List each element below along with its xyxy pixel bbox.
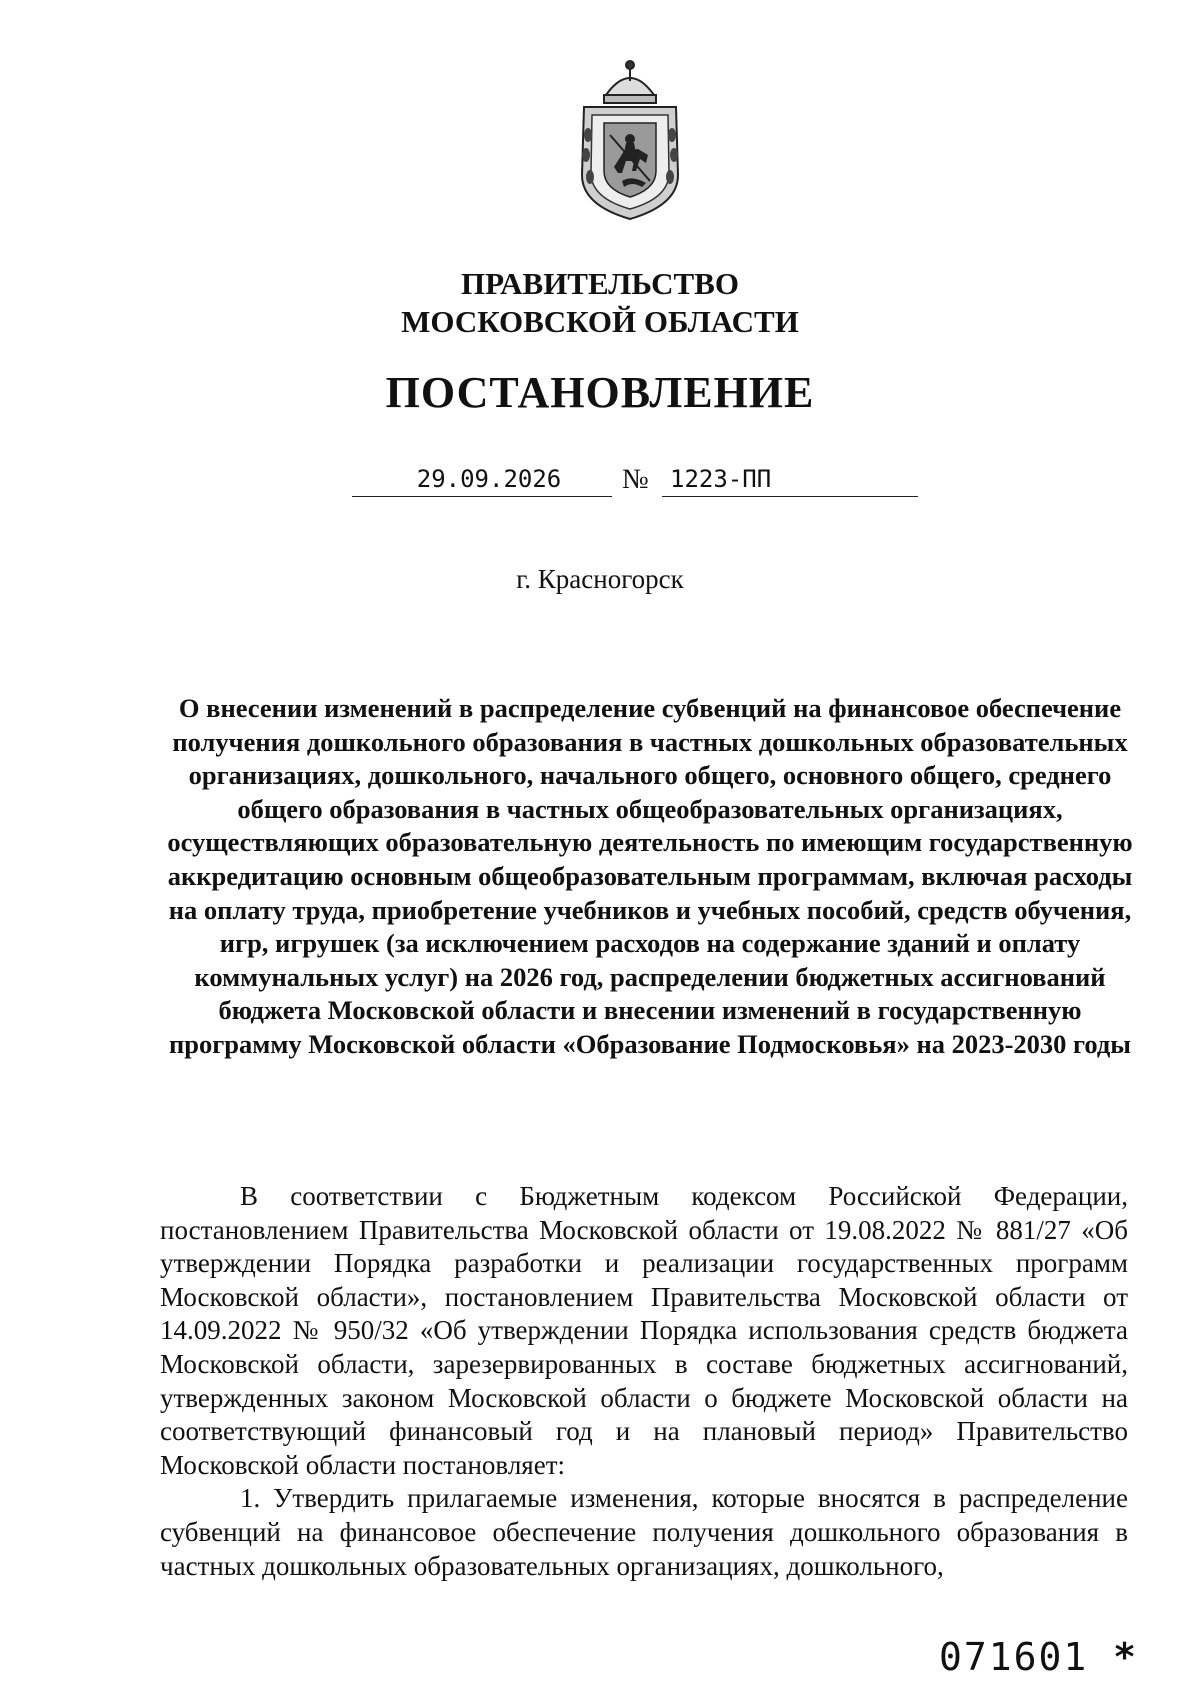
serial-number: 071601: [938, 1635, 1089, 1679]
organization-line-1: ПРАВИТЕЛЬСТВО: [461, 266, 739, 301]
document-number: 1223-ПП: [662, 462, 918, 497]
document-type: ПОСТАНОВЛЕНИЕ: [385, 368, 815, 417]
coat-of-arms-emblem: [566, 55, 694, 223]
organization-name: [0, 265, 1200, 341]
city-label: г. Красногорск: [516, 564, 684, 594]
document-body: [160, 1180, 1128, 1583]
body-paragraph-1: В соответствии с Бюджетным кодексом Российской Федерации, постановлением Правительства Московской области от 19.08.2022 № 881/27 «Об утверждении Порядка разработки и реализации государственных программ Московской области», постановлением Правительства Московской области от 14.09.2022 № 950/32 «Об утверждении Порядка использования средств бюджета Московской области, зарезервированных в составе бюджетных ассигнований, утвержденных законом Московской области о бюджете Московской области на соответствующий финансовый год и на плановый период» Правительство Московской области постановляет:: [160, 1181, 1128, 1480]
registration-line: [0, 462, 1200, 502]
organization-line-2: МОСКОВСКОЙ ОБЛАСТИ: [401, 304, 799, 339]
body-paragraph-2: 1. Утвердить прилагаемые изменения, которые вносятся в распределение субвенций на финансовое обеспечение получения дошкольного образования в частных дошкольных образовательных организациях, дошкольного,: [160, 1483, 1128, 1581]
serial-number-stamp: [939, 1635, 1138, 1679]
number-sign: №: [622, 464, 649, 495]
document-title: О внесении изменений в распределение субвенций на финансовое обеспечение получения дошкольного образования в частных дошкольных образовательных организациях, дошкольного, начального общего, основного общего, среднего общего образования в частных общеобразовательных организациях, осуществляющих образовательную деятельность по имеющим государственную аккредитацию основным общеобразовательным программам, включая расходы на оплату труда, приобретение учебников и учебных пособий, средств обучения, игр, игрушек (за исключением расходов на содержание зданий и оплату коммунальных услуг) на 2026 год, распределении бюджетных ассигнований бюджета Московской области и внесении изменений в государственную программу Московской области «Образование Подмосковья» на 2023-2030 годы: [167, 693, 1133, 1059]
asterisk-mark: *: [1113, 1635, 1138, 1679]
document-date: 29.09.2026: [352, 462, 612, 497]
